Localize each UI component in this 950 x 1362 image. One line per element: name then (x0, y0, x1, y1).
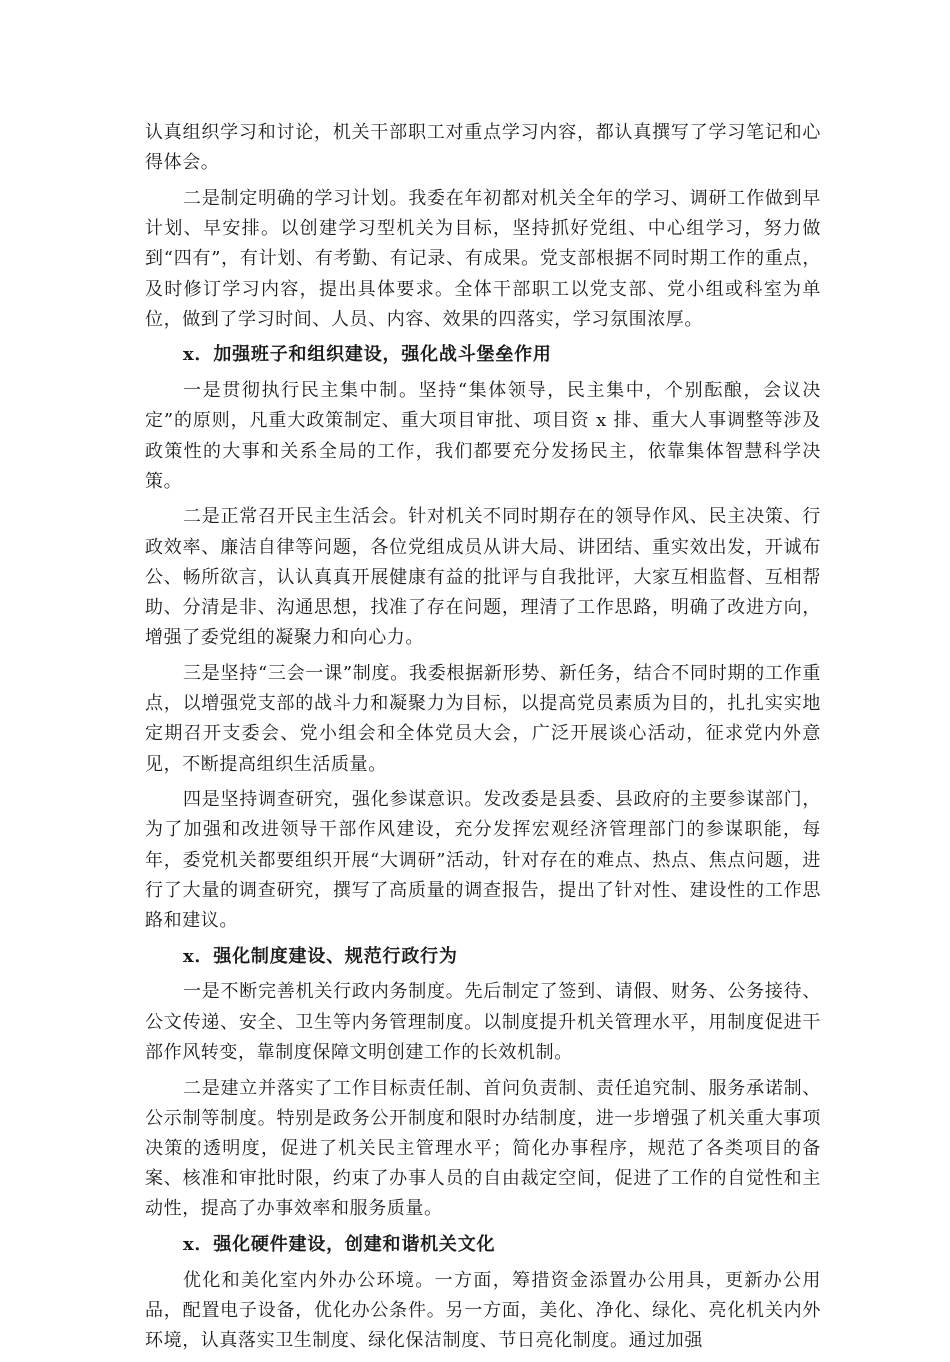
paragraph: 优化和美化室内外办公环境。一方面，筹措资金添置办公用具，更新办公用品，配置电子设备，优化办公条件。另一方面，美化、净化、绿化、亮化机关内外环境，认真落实卫生制度、绿化保洁制度、节日亮化制度。通过加强 (145, 1269, 821, 1352)
paragraph: 二是制定明确的学习计划。我委在年初都对机关全年的学习、调研工作做到早计划、早安排。以创建学习型机关为目标，坚持抓好党组、中心组学习，努力做到“四有”，有计划、有考勤、有记录、有成果。党支部根据不同时期工作的重点，及时修订学习内容，提出具体要求。全体干部职工以党支部、党小组或科室为单位，做到了学习时间、人员、内容、效果的四落实，学习氛围浓厚。 (145, 187, 821, 330)
paragraph: 二是建立并落实了工作目标责任制、首问负责制、责任追究制、服务承诺制、公示制等制度。特别是政务公开制度和限时办结制度，进一步增强了机关重大事项决策的透明度，促进了机关民主管理水平；简化办事程序，规范了各类项目的备案、核准和审批时限，约束了办事人员的自由裁定空间，促进了工作的自觉性和主动性，提高了办事效率和服务质量。 (145, 1077, 821, 1220)
document-body (145, 118, 821, 1362)
section-heading: x．强化硬件建设，创建和谐机关文化 (183, 1234, 496, 1256)
paragraph: 一是不断完善机关行政内务制度。先后制定了签到、请假、财务、公务接待、公文传递、安全、卫生等内务管理制度。以制度提升机关管理水平，用制度促进干部作风转变，靠制度保障文明创建工作的长效机制。 (145, 981, 821, 1063)
section-heading: x．强化制度建设、规范行政行为 (183, 945, 458, 967)
paragraph: 四是坚持调查研究，强化参谋意识。发改委是县委、县政府的主要参谋部门，为了加强和改进领导干部作风建设，充分发挥宏观经济管理部门的参谋职能，每年，委党机关都要组织开展“大调研”活动，针对存在的难点、热点、焦点问题，进行了大量的调查研究，撰写了高质量的调查报告，提出了针对性、建设性的工作思路和建议。 (145, 789, 821, 932)
paragraph: 一是贯彻执行民主集中制。坚持“集体领导，民主集中，个别酝酿，会议决定”的原则，凡重大政策制定、重大项目审批、项目资 x 排、重大人事调整等涉及政策性的大事和关系全局的工作，我们都要充分发扬民主，依靠集体智慧科学决策。 (145, 380, 821, 492)
paragraph: 认真组织学习和讨论，机关干部职工对重点学习内容，都认真撰写了学习笔记和心得体会。 (145, 122, 821, 174)
paragraph: 三是坚持“三会一课”制度。我委根据新形势、新任务，结合不同时期的工作重点，以增强党支部的战斗力和凝聚力为目标，以提高党员素质为目的，扎扎实实地定期召开支委会、党小组会和全体党员大会，广泛开展谈心活动，征求党内外意见，不断提高组织生活质量。 (145, 662, 821, 775)
section-heading: x．加强班子和组织建设，强化战斗堡垒作用 (183, 344, 552, 366)
paragraph: 二是正常召开民主生活会。针对机关不同时期存在的领导作风、民主决策、行政效率、廉洁自律等问题，各位党组成员从讲大局、讲团结、重实效出发，开诚布公、畅所欲言，认认真真开展健康有益的批评与自我批评，大家互相监督、互相帮助、分清是非、沟通思想，找准了存在问题，理清了工作思路，明确了改进方向，增强了委党组的凝聚力和向心力。 (145, 506, 821, 649)
